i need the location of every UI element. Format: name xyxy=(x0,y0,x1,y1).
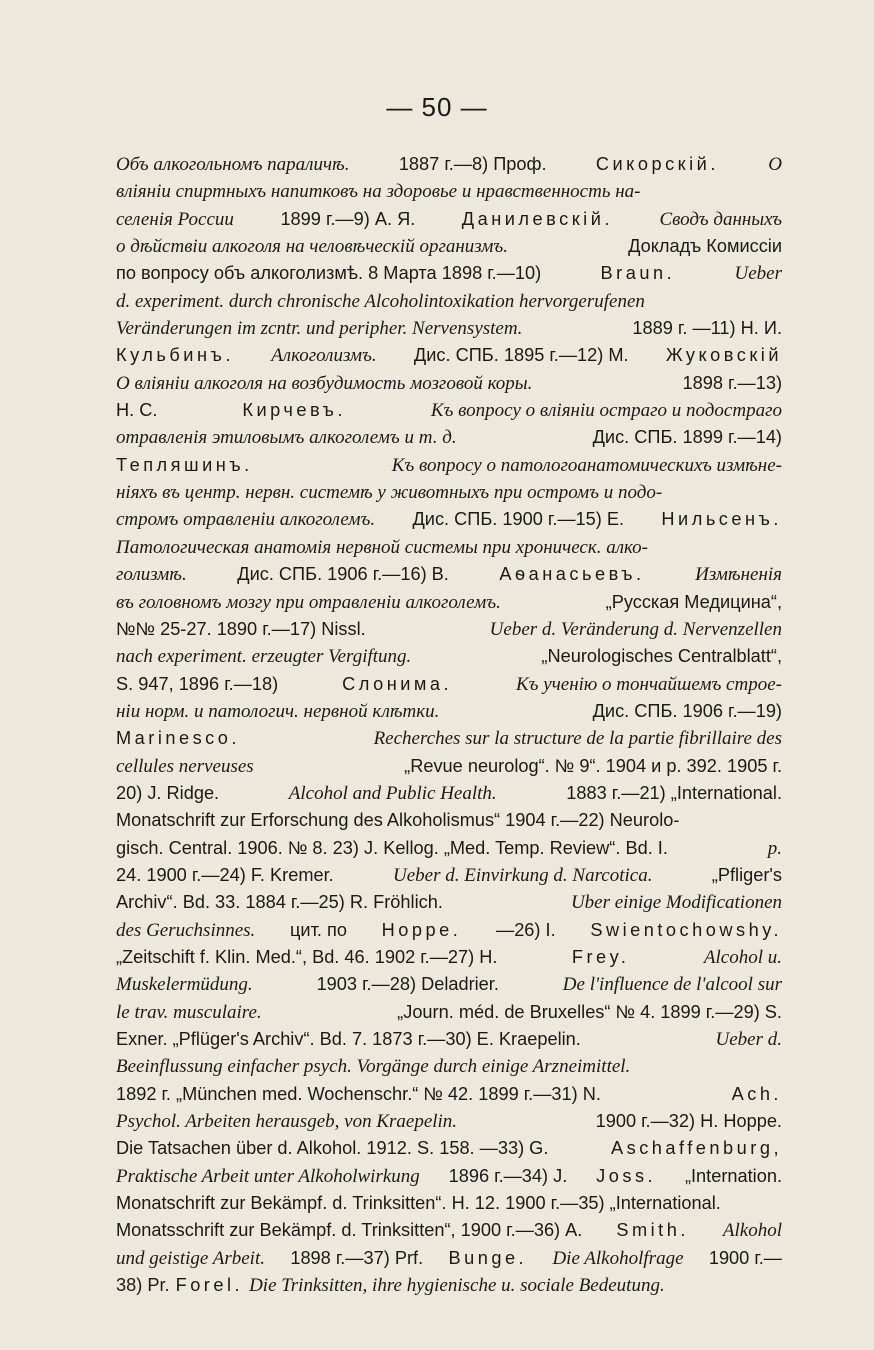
text-line xyxy=(116,1190,782,1217)
italic-title: Uber einige Modificationen xyxy=(570,892,782,914)
spaced-author-name: Нильсенъ. xyxy=(661,509,782,530)
spaced-author-name: Swientochowshy. xyxy=(590,919,782,940)
text-line xyxy=(116,1053,782,1080)
text-segment: 1900 г.— xyxy=(708,1247,782,1268)
text-line xyxy=(116,944,782,971)
italic-title: p. xyxy=(767,837,782,859)
italic-title: Veränderungen im zcntr. und peripher. Nervensystem. xyxy=(116,318,523,340)
text-segment: Die Tatsachen über d. Alkohol. 1912. S. 158. —33) G. xyxy=(116,1138,549,1159)
text-line xyxy=(116,260,782,287)
italic-title: О xyxy=(768,154,782,175)
text-line xyxy=(116,424,782,451)
italic-title: Къ вопросу о патологоанатомическихъ измѣне- xyxy=(391,454,782,476)
text-line xyxy=(116,807,782,834)
italic-title: Psychol. Arbeiten herausgeb, von Kraepelin. xyxy=(116,1111,458,1133)
text-segment: Monatsschrift zur Bekämpf. d. Trinksitten“, 1900 г.—36) A. xyxy=(116,1220,583,1241)
text-segment: Archiv“. Bd. 33. 1884 г.—25) R. Fröhlich. xyxy=(116,892,443,913)
text-line xyxy=(116,397,782,424)
text-segment: „Pfliger's xyxy=(711,864,782,885)
text-segment: 1900 г.—32) H. Hoppe. xyxy=(595,1111,782,1132)
text-segment: „Revue neurolog“. № 9“. 1904 и р. 392. 1905 г. xyxy=(404,755,782,776)
italic-title: Ueber d. Veränderung d. Nervenzellen xyxy=(489,618,782,640)
italic-title: отравленія этиловымъ алкоголемъ и т. д. xyxy=(116,427,457,449)
text-segment: Докладъ Комиссіи xyxy=(628,236,782,257)
text-segment: Н. С. xyxy=(116,400,158,421)
spaced-author-name: Joss. xyxy=(596,1165,657,1186)
italic-title: Патологическая анатомія нервной системы при хроническ. алко- xyxy=(116,536,649,558)
text-line xyxy=(116,616,782,643)
spaced-author-name: Ach. xyxy=(731,1083,782,1104)
italic-title: Alcohol u. xyxy=(703,946,782,968)
text-segment: Monatschrift zur Erforschung des Alkoholismus“ 1904 г.—22) Neurolo- xyxy=(116,810,680,831)
italic-title: Алкоголизмъ. xyxy=(271,345,377,367)
spaced-author-name: Аѳанасьевъ. xyxy=(499,564,645,585)
text-segment: „Русская Медицина“, xyxy=(605,591,782,612)
italic-title: селенія России xyxy=(116,208,234,230)
text-segment: цит. по xyxy=(290,919,347,940)
text-segment: 24. 1900 г.—24) F. Kremer. xyxy=(116,864,334,885)
spaced-author-name: Слонима. xyxy=(342,673,453,694)
text-segment: 1903 г.—28) Deladrier. xyxy=(316,974,499,995)
text-line xyxy=(116,1026,782,1053)
text-segment: 1898 г.—37) Prf. xyxy=(290,1247,424,1268)
spaced-author-name: Тепляшинъ. xyxy=(116,454,253,475)
text-segment: №№ 25-27. 1890 г.—17) Nissl. xyxy=(116,618,366,639)
italic-title: nach experiment. erzeugter Vergiftung. xyxy=(116,646,412,668)
text-line xyxy=(116,753,782,780)
spaced-author-name: Кульбинъ. xyxy=(116,345,234,366)
text-segment: 1898 г.—13) xyxy=(682,372,782,393)
text-segment: 1892 г. „München med. Wochenschr.“ № 42. 1899 г.—31) N. xyxy=(116,1083,601,1104)
italic-title: Die Trinksitten, ihre hygienische u. sociale Bedeutung. xyxy=(249,1275,665,1297)
text-line xyxy=(116,1081,782,1108)
text-segment: Дис. СПБ. 1899 г.—14) xyxy=(592,427,782,448)
text-line xyxy=(116,233,782,260)
text-line xyxy=(116,589,782,616)
italic-title: Recherches sur la structure de la partie fibrillaire des xyxy=(373,728,782,750)
italic-title: cellules nerveuses xyxy=(116,755,254,777)
italic-title: Alkohol xyxy=(722,1220,782,1242)
spaced-author-name: Aschaffenburg, xyxy=(610,1138,782,1159)
text-segment: Exner. „Pflüger's Archiv“. Bd. 7. 1873 г.—30) E. Kraepelin. xyxy=(116,1029,581,1049)
italic-title: О вліяніи алкоголя на возбудимость мозговой коры. xyxy=(116,372,533,394)
text-segment: „Journ. méd. de Bruxelles“ № 4. 1899 г.—29) S. xyxy=(397,1001,782,1022)
text-line xyxy=(116,370,782,397)
italic-title: Ueber d. xyxy=(715,1029,782,1050)
spaced-author-name: Hoppe. xyxy=(381,919,462,940)
text-line xyxy=(116,671,782,698)
italic-title: Ueber d. Einvirkung d. Narcotica. xyxy=(393,864,653,886)
italic-title: Измѣненія xyxy=(695,564,782,586)
text-line xyxy=(116,999,782,1026)
text-segment: 20) J. Ridge. xyxy=(116,782,220,803)
text-line xyxy=(116,452,782,479)
italic-title: Къ вопросу о вліяніи остраго и подостраго xyxy=(430,400,782,422)
italic-title: Praktische Arbeit unter Alkoholwirkung xyxy=(116,1165,420,1187)
italic-title: und geistige Arbeit. xyxy=(116,1247,265,1269)
spaced-author-name: Braun. xyxy=(600,263,676,284)
text-line xyxy=(116,725,782,752)
text-line xyxy=(116,643,782,670)
text-line xyxy=(116,1163,782,1190)
page-number: — 50 — xyxy=(386,92,488,122)
text-line xyxy=(116,698,782,725)
italic-title: d. experiment. durch chronische Alcoholintoxikation hervorgerufenen xyxy=(116,290,645,312)
text-line xyxy=(116,780,782,807)
text-segment: 1887 г.—8) Проф. xyxy=(398,154,547,174)
spaced-author-name: Сикорскій. xyxy=(595,154,719,174)
text-segment: „Internation. xyxy=(684,1165,782,1186)
text-segment: 1889 г. —11) Н. И. xyxy=(632,318,782,339)
italic-title: о дѣйствіи алкоголя на человѣческій организмъ. xyxy=(116,236,508,258)
text-line xyxy=(116,534,782,561)
text-line xyxy=(116,917,782,944)
text-line xyxy=(116,342,782,369)
text-segment: Дис. СПБ. 1906 г.—19) xyxy=(592,700,782,721)
text-segment: 1883 г.—21) „International. xyxy=(566,782,782,803)
spaced-author-name: Bunge. xyxy=(448,1247,528,1268)
text-line xyxy=(116,206,782,233)
italic-title: вліяніи спиртныхъ напитковъ на здоровье и нравственность на- xyxy=(116,181,641,203)
italic-title: Beeinflussung einfacher psych. Vorgänge durch einige Arzneimittel. xyxy=(116,1056,631,1078)
italic-title: голизмѣ. xyxy=(116,564,187,586)
italic-title: Сводъ данныхъ xyxy=(659,208,782,230)
spaced-author-name: Smith. xyxy=(616,1220,689,1241)
text-segment: Дис. СПБ. 1895 г.—12) М. xyxy=(413,345,629,366)
italic-title: des Geruchsinnes. xyxy=(116,919,256,941)
spaced-author-name: Данилевскій. xyxy=(461,208,613,229)
text-line xyxy=(116,151,782,178)
italic-title: Muskelermüdung. xyxy=(116,974,253,996)
italic-title: De l'influence de l'alcool sur xyxy=(562,974,782,996)
text-line xyxy=(116,479,782,506)
text-segment: 38) Pr. xyxy=(116,1275,170,1296)
bibliography-text xyxy=(116,151,782,1299)
text-line xyxy=(116,971,782,998)
text-segment: 1899 г.—9) А. Я. xyxy=(280,208,416,229)
italic-title: Ueber xyxy=(734,263,782,285)
text-line xyxy=(116,1135,782,1162)
text-line xyxy=(116,561,782,588)
text-line xyxy=(116,835,782,862)
italic-title: стромъ отравленіи алкоголемъ. xyxy=(116,509,376,531)
text-segment: Дис. СПБ. 1906 г.—16) В. xyxy=(237,564,449,585)
text-segment: gisch. Central. 1906. № 8. 23) J. Kellog. „Med. Temp. Review“. Bd. I. xyxy=(116,837,668,858)
text-segment: „Neurologisches Centralblatt“, xyxy=(541,646,782,667)
text-line xyxy=(116,889,782,916)
text-segment: 1896 г.—34) J. xyxy=(448,1165,568,1186)
text-segment: „Zeitschift f. Klin. Med.“, Bd. 46. 1902 г.—27) H. xyxy=(116,946,498,967)
italic-title: въ головномъ мозгу при отравленіи алкоголемъ. xyxy=(116,591,501,613)
italic-title: le trav. musculaire. xyxy=(116,1001,262,1023)
text-line xyxy=(116,1245,782,1272)
text-line xyxy=(116,862,782,889)
text-line xyxy=(116,1217,782,1244)
text-segment: Дис. СПБ. 1900 г.—15) Е. xyxy=(412,509,625,530)
text-line xyxy=(116,288,782,315)
italic-title: Die Alkoholfrage xyxy=(552,1247,684,1269)
text-segment: —26) I. xyxy=(496,919,556,940)
italic-title: Объ алкогольномъ параличѣ. xyxy=(116,154,350,175)
spaced-author-name: Marinesco. xyxy=(116,728,240,749)
text-line xyxy=(116,1108,782,1135)
spaced-author-name: Кирчевъ. xyxy=(242,400,346,421)
text-line xyxy=(116,1272,782,1299)
italic-title: ніяхъ въ центр. нервн. системѣ у животныхъ при остромъ и подо- xyxy=(116,482,663,504)
text-segment: по вопросу объ алкоголизмѣ. 8 Марта 1898 г.—10) xyxy=(116,263,542,284)
spaced-author-name: Frey. xyxy=(571,946,630,967)
italic-title: Alcohol and Public Health. xyxy=(288,782,497,804)
text-segment: Monatschrift zur Bekämpf. d. Trinksitten“. H. 12. 1900 г.—35) „International. xyxy=(116,1193,721,1214)
text-segment: S. 947, 1896 г.—18) xyxy=(116,673,279,694)
spaced-author-name: Forel. xyxy=(175,1275,244,1296)
italic-title: Къ ученію о тончайшемъ строе- xyxy=(516,673,782,695)
text-line xyxy=(116,315,782,342)
text-line xyxy=(116,506,782,533)
italic-title: ніи норм. и патологич. нервной клѣтки. xyxy=(116,700,440,722)
spaced-author-name: Жуковскій xyxy=(665,345,782,366)
text-line xyxy=(116,178,782,205)
